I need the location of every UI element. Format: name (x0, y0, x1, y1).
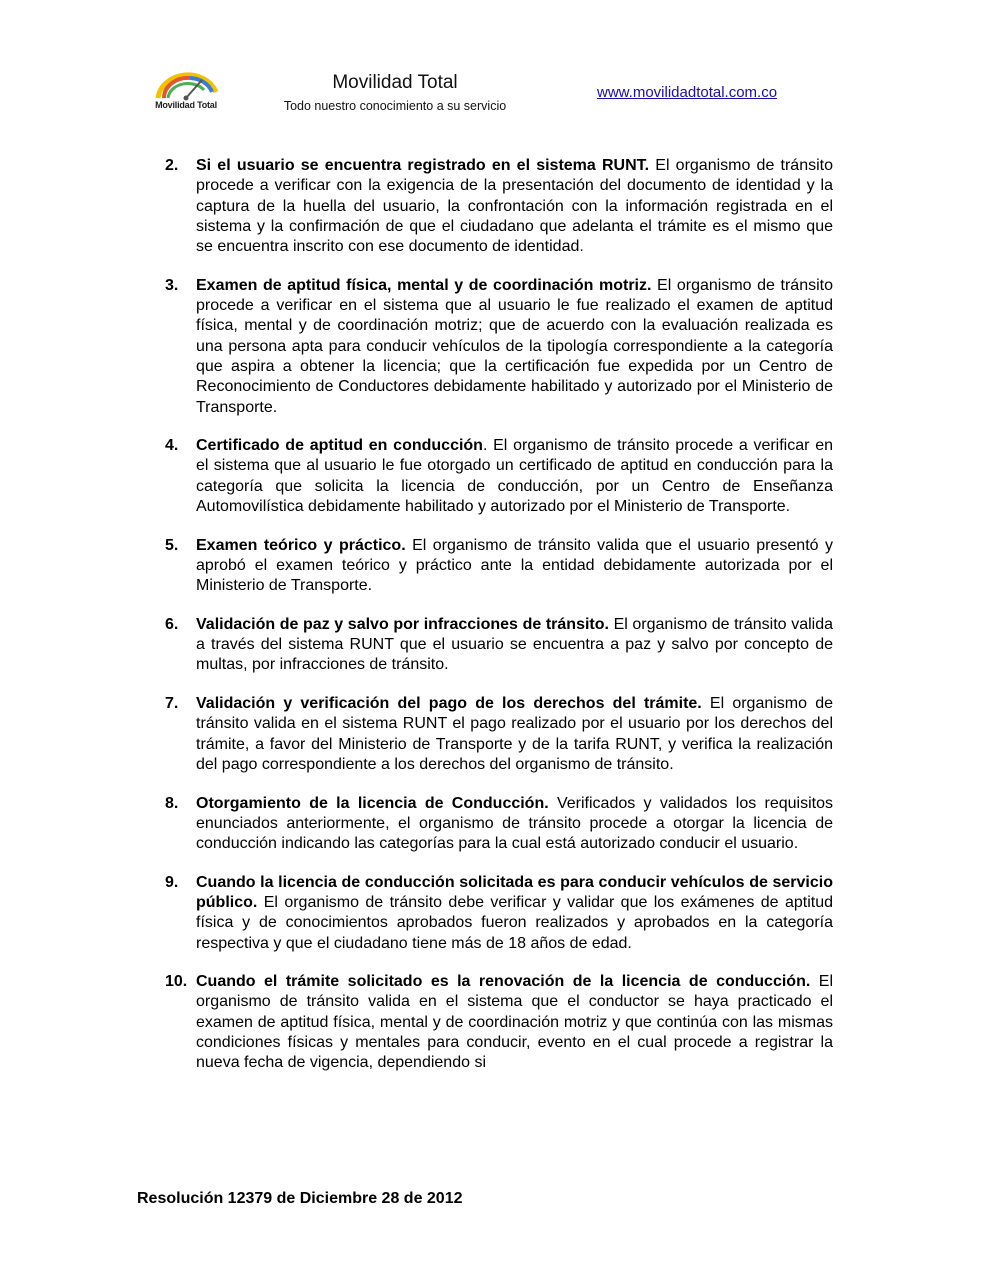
item-number: 2. (165, 157, 179, 174)
item-heading: Validación y verificación del pago de los derechos del trámite. (196, 695, 702, 713)
item-number: 4. (165, 437, 179, 455)
list-item (165, 536, 833, 597)
item-heading: Cuando la licencia de conducción solicitada es para conducir vehículos de servicio público. (196, 873, 833, 911)
list-item (165, 615, 833, 676)
item-body: El organismo de tránsito valida en el sistema que el conductor se haya practicado el examen de aptitud física, mental y de coordinación motriz y que continúa con las mismas condiciones físicas y mentales para conducir, evento en el cual procede a registrar la nueva fecha de vigencia, dependiendo si (196, 973, 834, 1072)
logo-text: Movilidad Total (155, 100, 217, 110)
content-area (165, 156, 835, 1182)
item-heading: Otorgamiento de la licencia de Conducción. (196, 794, 549, 812)
item-text (196, 694, 833, 775)
item-text (196, 276, 833, 418)
item-text (196, 873, 833, 954)
item-heading: Cuando el trámite solicitado es la renovación de la licencia de conducción. (196, 973, 811, 991)
item-text (196, 536, 833, 597)
item-body: Verificados y validados los requisitos enunciados anteriormente, el organismo de tránsito procede a otorgar la licencia de conducción indicando las categorías para la cual está autorizado conducir el usuario. (196, 794, 834, 853)
header-title: Movilidad Total (332, 72, 458, 93)
item-text (196, 972, 833, 1073)
list-item (165, 694, 833, 775)
item-body: El organismo de tránsito valida en el sistema RUNT el pago realizado por el usuario por los derechos del trámite, a favor del Ministerio de Transporte y de la tarifa RUNT, y verifica la realización del pago correspondiente a los derechos del organismo de tránsito. (196, 695, 834, 773)
item-heading: Si el usuario se encuentra registrado en el sistema RUNT. (196, 157, 650, 174)
item-body: El organismo de tránsito procede a verificar con la exigencia de la presentación del documento de identidad y la captura de la huella del usuario, la confrontación con la información registrada en el sistema y la confirmación de que el ciudadano que adelanta el trámite es el mismo que se encuentra inscrito con ese documento de identidad. (196, 157, 834, 256)
logo (144, 68, 228, 116)
list-item (165, 873, 833, 954)
item-number: 10. (165, 973, 188, 991)
list-item (165, 276, 833, 418)
footer-resolution: Resolución 12379 de Diciembre 28 de 2012 (137, 1190, 463, 1207)
item-text (196, 615, 833, 676)
item-body: El organismo de tránsito valida que el usuario presentó y aprobó el examen teórico y práctico ante la entidad debidamente autorizada por el Ministerio de Transporte. (196, 536, 833, 595)
item-body: . El organismo de tránsito procede a verificar en el sistema que al usuario le fue otorgado un certificado de aptitud en conducción para la categoría que solicita la licencia de conducción, por un Centro de Enseñanza Automovilística debidamente habilitado y autorizado por el Ministerio de Transporte. (196, 437, 833, 516)
item-text (196, 436, 833, 517)
list-item (165, 156, 833, 257)
item-text (196, 794, 833, 855)
item-number: 3. (165, 276, 179, 294)
item-number: 9. (165, 873, 179, 891)
list-item (165, 794, 833, 855)
item-heading: Certificado de aptitud en conducción (196, 437, 483, 455)
website-link[interactable]: www.movilidadtotal.com.co (597, 84, 778, 101)
item-number: 5. (165, 536, 179, 554)
logo-arc-icon (144, 68, 228, 102)
item-heading: Examen de aptitud física, mental y de coordinación motriz. (196, 276, 652, 294)
item-number: 7. (165, 695, 179, 713)
item-heading: Examen teórico y práctico. (196, 536, 406, 554)
item-body: El organismo de tránsito valida a través del sistema RUNT que el usuario se encuentra a paz y salvo por concepto de multas, por infracciones de tránsito. (196, 615, 833, 674)
item-text (196, 156, 833, 257)
item-number: 8. (165, 794, 179, 812)
item-heading: Validación de paz y salvo por infracciones de tránsito. (196, 615, 609, 633)
header-subtitle: Todo nuestro conocimiento a su servicio (283, 99, 507, 113)
requirements-list (165, 156, 833, 1074)
item-number: 6. (165, 615, 179, 633)
item-body: El organismo de tránsito debe verificar y validar que los exámenes de aptitud física y de conocimientos aprobados fueron realizados y aprobados en la categoría respectiva y que el ciudadano tiene más de 18 años de edad. (196, 893, 833, 952)
list-item (165, 436, 833, 517)
item-body: El organismo de tránsito procede a verificar en el sistema que al usuario le fue realizado el examen de aptitud física, mental y de coordinación motriz; que de acuerdo con la evaluación realizada es una persona apta para conducir vehículos de la tipología correspondiente a la categoría que aspira a obtener la licencia; que la certificación fue expedida por un Centro de Reconocimiento de Conductores debidamente habilitado y autorizado por el Ministerio de Transporte. (196, 276, 833, 416)
list-item (165, 972, 833, 1073)
